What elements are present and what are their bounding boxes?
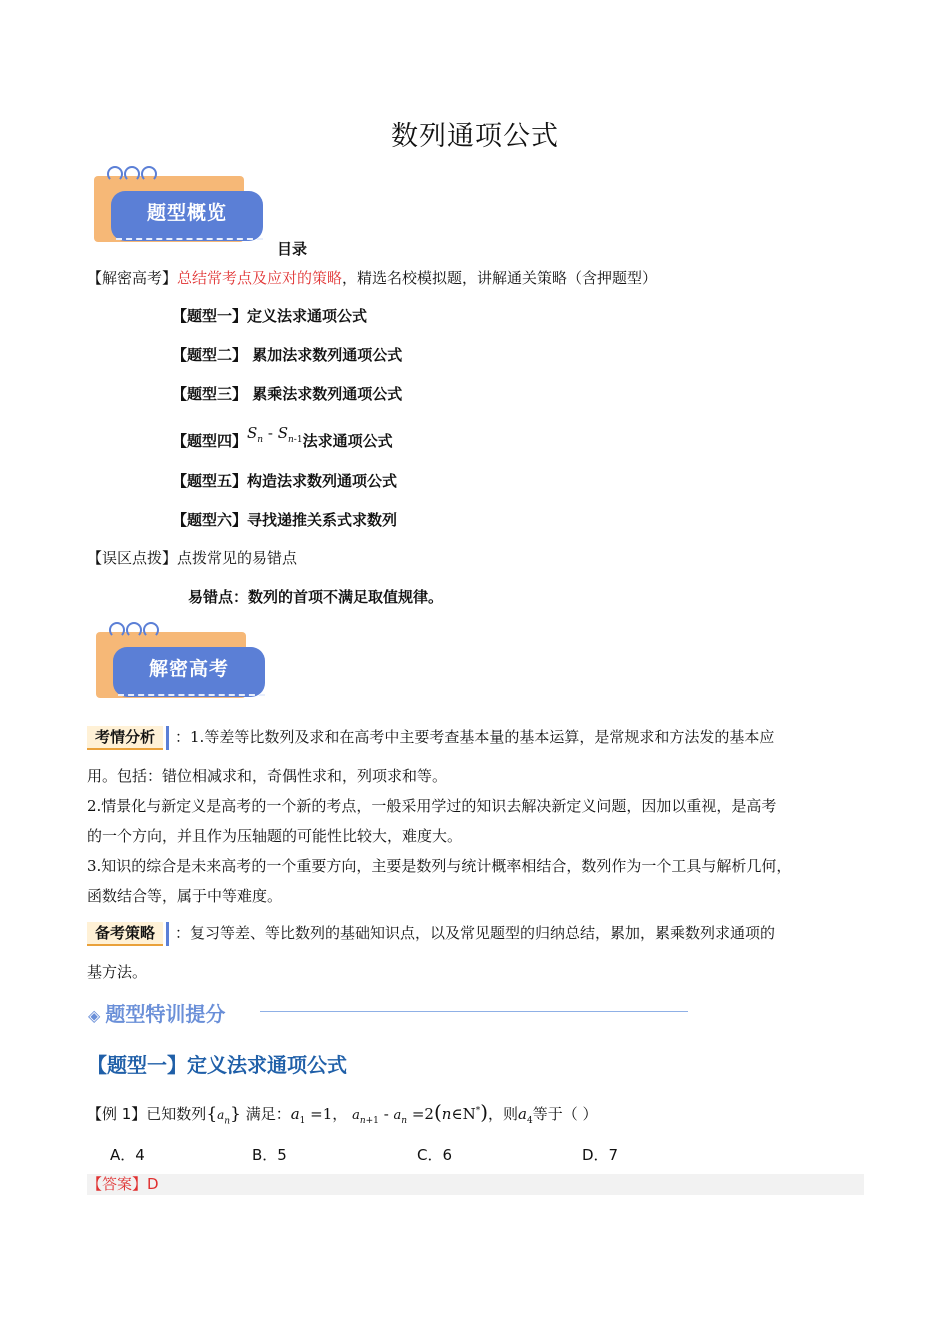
diamond-icon: ◈ (88, 1006, 101, 1025)
formula-sn-minus-sn1: $S_n - S_{n-1}$ (247, 424, 303, 445)
toc-item-1[interactable]: 【题型一】定义法求通项公式 (172, 307, 368, 325)
formula-recurrence: $a_{n+1} - a_n$ =2(n∈N*) (352, 1100, 489, 1126)
banner-label: 解密高考 (113, 647, 265, 697)
toc-decode-line (87, 267, 657, 288)
answer-bar (87, 1174, 864, 1195)
toc-item-4-label: 【题型四】 (172, 432, 248, 450)
banner-dash-line (116, 238, 263, 240)
strategy-block (87, 918, 867, 987)
answer-label: 【答案】 (87, 1175, 148, 1193)
formula-a4: $a_4$ (518, 1105, 533, 1126)
toc-item-4-tail: 法求通项公式 (302, 432, 393, 450)
example-1 (87, 1100, 598, 1126)
analysis-p3b: 函数结合等，属于中等难度。 (87, 887, 283, 905)
special-training-header (88, 998, 688, 1026)
banner-dash-line (118, 694, 265, 696)
page-title: 数列通项公式 (391, 121, 559, 152)
analysis-p2b: 的一个方向，并且作为压轴题的可能性比较大，难度大。 (87, 827, 463, 845)
analysis-block (87, 722, 867, 911)
example-cond: 满足： (245, 1105, 291, 1123)
section-divider (260, 1011, 688, 1012)
toc-decode-rest: ，精选名校模拟题，讲解通关策略（含押题型） (342, 269, 658, 287)
example-ask: 等于（ ） (532, 1105, 598, 1123)
example-label: 【例 1】已知数列 (87, 1105, 207, 1123)
banner-label: 题型概览 (111, 191, 263, 241)
toc-decode-highlight: 总结常考点及应对的策略 (177, 269, 343, 287)
toc-item-3[interactable]: 【题型三】 累乘法求数列通项公式 (172, 385, 403, 403)
binder-rings-icon (109, 622, 160, 642)
analysis-p2a: 2.情景化与新定义是高考的一个新的考点，一般采用学过的知识去解决新定义问题，因加以重视，是高考 (87, 797, 777, 815)
option-b[interactable]: B．5 (252, 1146, 287, 1164)
option-d[interactable]: D．7 (582, 1146, 619, 1164)
analysis-p1b: 用。包括：错位相减求和，奇偶性求和，列项求和等。 (87, 767, 448, 785)
option-c[interactable]: C．6 (417, 1146, 453, 1164)
toc-item-6[interactable]: 【题型六】寻找递推关系式求数列 (172, 511, 398, 529)
toc-mistake-line: 【误区点拨】点拨常见的易错点 (87, 549, 298, 567)
overview-banner (94, 166, 269, 246)
strategy-p1a: ：复习等差、等比数列的基础知识点，以及常见题型的归纳总结，累加，累乘数列求通项的 (175, 924, 776, 942)
toc-heading: 目录 (277, 240, 308, 258)
formula-a1: $a_1 =1$， (290, 1105, 348, 1126)
option-a[interactable]: A．4 (110, 1146, 145, 1164)
toc-mistake-item[interactable]: 易错点：数列的首项不满足取值规律。 (188, 588, 444, 606)
toc-item-2[interactable]: 【题型二】 累加法求数列通项公式 (172, 346, 403, 364)
analysis-p3a: 3.知识的综合是未来高考的一个重要方向，主要是数列与统计概率相结合，数列作为一个工具与解析几何， (87, 857, 792, 875)
answer-value: D (147, 1175, 159, 1193)
formula-sequence: $\{a_n\}$ (206, 1104, 241, 1127)
toc-item-4[interactable] (172, 424, 393, 453)
example-tail: ，则 (488, 1105, 519, 1123)
analysis-tag: 考情分析 (87, 726, 163, 750)
binder-rings-icon (107, 166, 158, 186)
type1-title: 【题型一】定义法求通项公式 (87, 1053, 347, 1077)
strategy-tag: 备考策略 (87, 922, 163, 946)
decode-banner (96, 622, 271, 702)
toc-item-5[interactable]: 【题型五】构造法求数列通项公式 (172, 472, 398, 490)
special-training-title: 题型特训提分 (105, 1002, 226, 1026)
strategy-p1b: 基方法。 (87, 963, 148, 981)
analysis-p1a: ：1.等差等比数列及求和在高考中主要考查基本量的基本运算，是常规求和方法发的基本应 (175, 728, 775, 746)
toc-decode-label: 【解密高考】 (87, 269, 178, 287)
